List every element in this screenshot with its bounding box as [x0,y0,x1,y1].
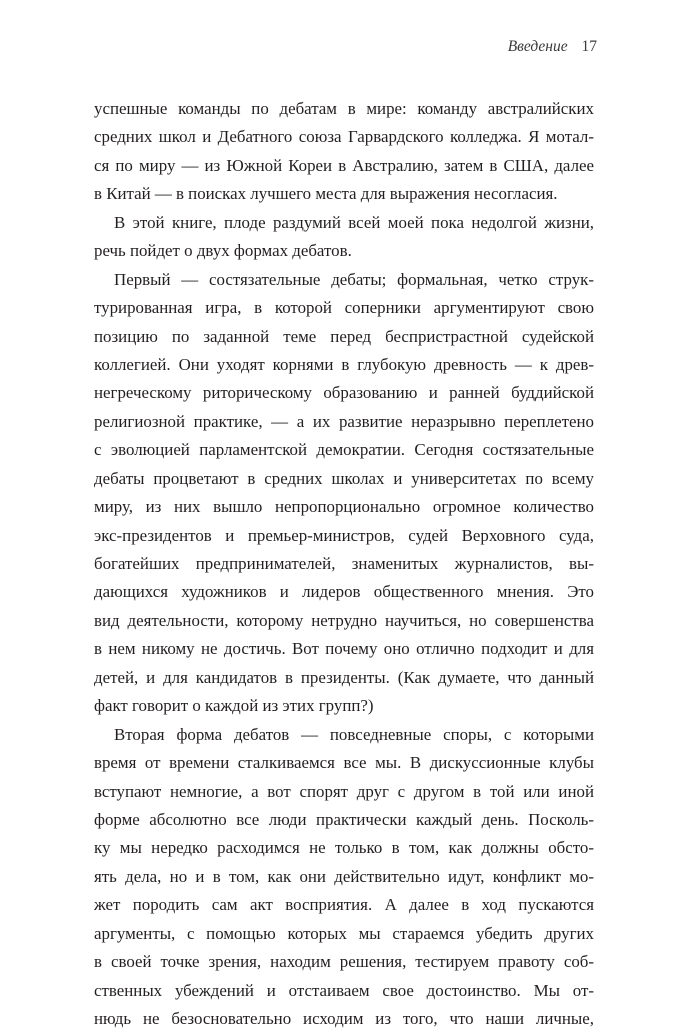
section-title: Введение [507,38,568,55]
text-line: дебаты процветают в средних школах и университетах по всему [94,468,594,488]
text-line: факт говорит о каждой из этих групп?) [94,696,374,716]
text-line: форме абсолютно все люди практически каждый день. Посколь- [94,809,594,829]
body-text [94,95,594,1033]
text-line: В этой книге, плоде раздумий всей моей пока недолгой жизни, [114,212,594,232]
text-line: религиозной практике, — а их развитие неразрывно переплетено [94,411,594,431]
text-line: позицию по заданной теме перед беспристрастной судейской [94,326,594,346]
paragraph [94,209,594,266]
text-line: успешные команды по дебатам в мире: команду австралийских [94,99,594,118]
text-line: миру, из них вышло непропорционально огромное количество [94,497,594,517]
text-line: негреческому риторическому образованию и ранней буддийской [94,383,594,403]
text-line: нюдь не безосновательно исходим из того, что наши личные, [94,1009,594,1028]
text-line: речь пойдет о двух формах дебатов. [94,241,352,261]
text-line: в Китай — в поисках лучшего места для выражения несогласия. [94,184,558,204]
text-line: экс-президентов и премьер-министров, судей Верховного суда, [94,525,594,545]
text-line: в своей точке зрения, находим решения, тестируем правоту соб- [94,952,594,972]
text-line: детей, и для кандидатов в президенты. (Как думаете, что данный [94,667,594,687]
page-number: 17 [581,38,597,55]
text-line: ять дела, но и в том, как они действительно идут, конфликт мо- [94,866,594,886]
text-line: Первый — состязательные дебаты; формальная, четко струк- [114,269,594,289]
paragraph [94,721,594,1033]
text-line: с эволюцией парламентской демократии. Сегодня состязательные [94,440,594,460]
text-line: в нем никому не достичь. Вот почему оно отлично подходит и для [94,639,594,659]
text-line: ку мы нередко расходимся не только в том, как должны обсто- [94,838,594,858]
running-header [508,38,597,56]
text-line: время от времени сталкиваемся все мы. В дискуссионные клубы [94,753,594,773]
paragraph [94,95,594,209]
text-line: вступают немногие, а вот спорят друг с другом в той или иной [94,781,594,801]
text-line: коллегией. Они уходят корнями в глубокую древность — к древ- [94,354,594,374]
text-line: ственных убеждений и отстаиваем свое достоинство. Мы от- [94,980,594,1000]
paragraph [94,266,594,721]
text-line: аргументы, с помощью которых мы стараемся убедить других [94,923,594,943]
text-line: богатейших предпринимателей, знаменитых журналистов, вы- [94,554,594,573]
text-line: Вторая форма дебатов — повседневные споры, с которыми [114,724,594,744]
text-line: турированная игра, в которой соперники аргументируют свою [94,298,594,318]
text-line: вид деятельности, которому нетрудно научиться, но совершенства [94,610,594,630]
text-line: дающихся художников и лидеров общественного мнения. Это [94,582,594,602]
text-line: жет породить сам акт восприятия. А далее в ход пускаются [94,895,594,915]
text-line: ся по миру — из Южной Кореи в Австралию, затем в США, далее [94,155,594,175]
text-line: средних школ и Дебатного союза Гарвардского колледжа. Я мотал- [94,127,594,147]
